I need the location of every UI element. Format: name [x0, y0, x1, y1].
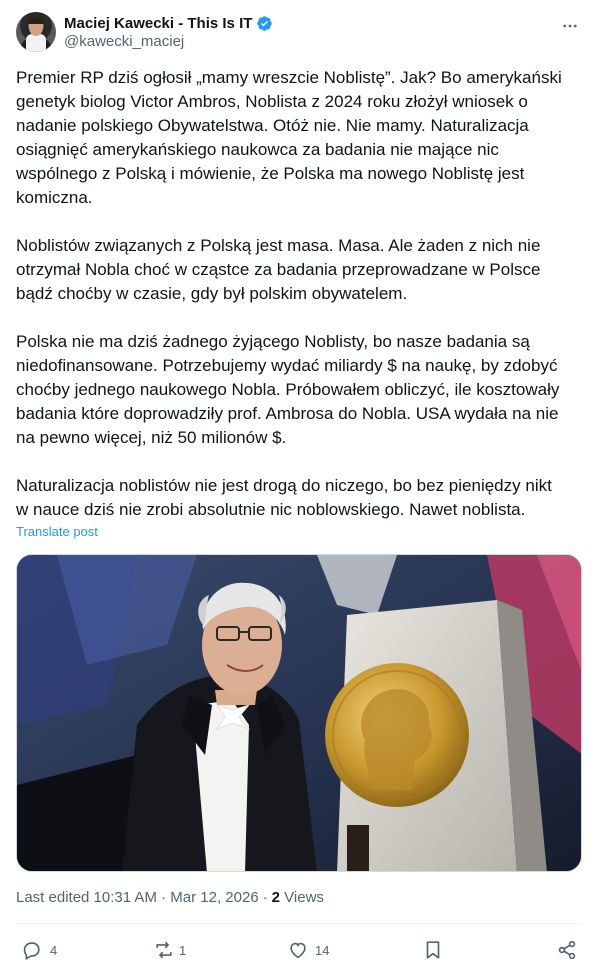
action-bar [16, 934, 582, 966]
tweet-line: w nauce dziś nie zrobi absolutnie nic noblowskiego. Nawet noblista. [16, 500, 526, 519]
like-count: 14 [315, 942, 330, 958]
translate-post-link[interactable]: Translate post [16, 524, 98, 539]
tweet-line: otrzymał Nobla choć w cząstce za badania przeprowadzane w Polsce [16, 260, 541, 279]
paragraph-gap [16, 450, 582, 474]
tweet-line: Noblistów związanych z Polską jest masa. Masa. Ale żaden z nich nie [16, 236, 541, 255]
tweet-line: Premier RP dziś ogłosił „mamy wreszcie Noblistę”. Jak? Bo amerykański [16, 68, 562, 87]
photo-nobel-laureate-at-ceremony [17, 555, 582, 872]
tweet-header [16, 12, 582, 54]
verified-badge-icon [256, 15, 273, 32]
tweet-line: bądź choćby w czasie, gdy był polskim obywatelem. [16, 284, 408, 303]
reply-icon [20, 939, 42, 961]
repost-count: 1 [179, 942, 187, 958]
share-button[interactable] [556, 934, 578, 966]
like-button[interactable] [287, 934, 329, 966]
bookmark-button[interactable] [422, 934, 444, 966]
tweet-line: wspólnego z Polską i mówienie, że Polska ma nowego Noblistę jest [16, 164, 525, 183]
tweet-line: Polska nie ma dziś żadnego żyjącego Noblisty, bo nasze badania są [16, 332, 530, 351]
tweet-line: choćby jednego naukowego Nobla. Próbowałem obliczyć, ile kosztowały [16, 380, 560, 399]
meta-separator: · [262, 889, 268, 906]
author-handle[interactable]: @kawecki_maciej [64, 33, 185, 50]
tweet-line: badania które doprowadziły prof. Ambrosa do Nobla. USA wydała na nie [16, 404, 559, 423]
divider [16, 923, 582, 924]
tweet-line: nadanie polskiego Obywatelstwa. Otóż nie. Nie mamy. Naturalizacja [16, 116, 529, 135]
more-horizontal-icon[interactable] [560, 16, 580, 36]
tweet-line: osiągnięć amerykańskiego naukowca za badania nie mające nic [16, 140, 499, 159]
paragraph-gap [16, 306, 582, 330]
author-name-row[interactable] [64, 13, 273, 33]
views-label: Views [284, 889, 324, 906]
share-icon [556, 939, 578, 961]
tweet-line: niedofinansowane. Potrzebujemy wydać miliardy $ na naukę, by zdobyć [16, 356, 558, 375]
heart-icon [287, 939, 309, 961]
reply-button[interactable] [20, 934, 57, 966]
tweet-photo[interactable] [16, 554, 582, 872]
tweet-text [16, 66, 582, 522]
tweet-line: na pewno więcej, niż 50 milionów $. [16, 428, 287, 447]
edited-timestamp[interactable]: Last edited 10:31 AM · Mar 12, 2026 [16, 889, 259, 906]
tweet-line: genetyk biolog Victor Ambros, Noblista z 2024 roku złożył wniosek o [16, 92, 528, 111]
author-display-name[interactable]: Maciej Kawecki - This Is IT [64, 14, 253, 32]
bookmark-icon [422, 939, 444, 961]
tweet-meta [16, 889, 324, 906]
repost-button[interactable] [153, 934, 186, 966]
repost-icon [153, 939, 175, 961]
tweet-line: komiczna. [16, 188, 93, 207]
reply-count: 4 [50, 942, 58, 958]
tweet-line: Naturalizacja noblistów nie jest drogą do niczego, bo bez pieniędzy nikt [16, 476, 552, 495]
paragraph-gap [16, 210, 582, 234]
views-count: 2 [271, 889, 280, 906]
avatar[interactable] [16, 12, 56, 52]
